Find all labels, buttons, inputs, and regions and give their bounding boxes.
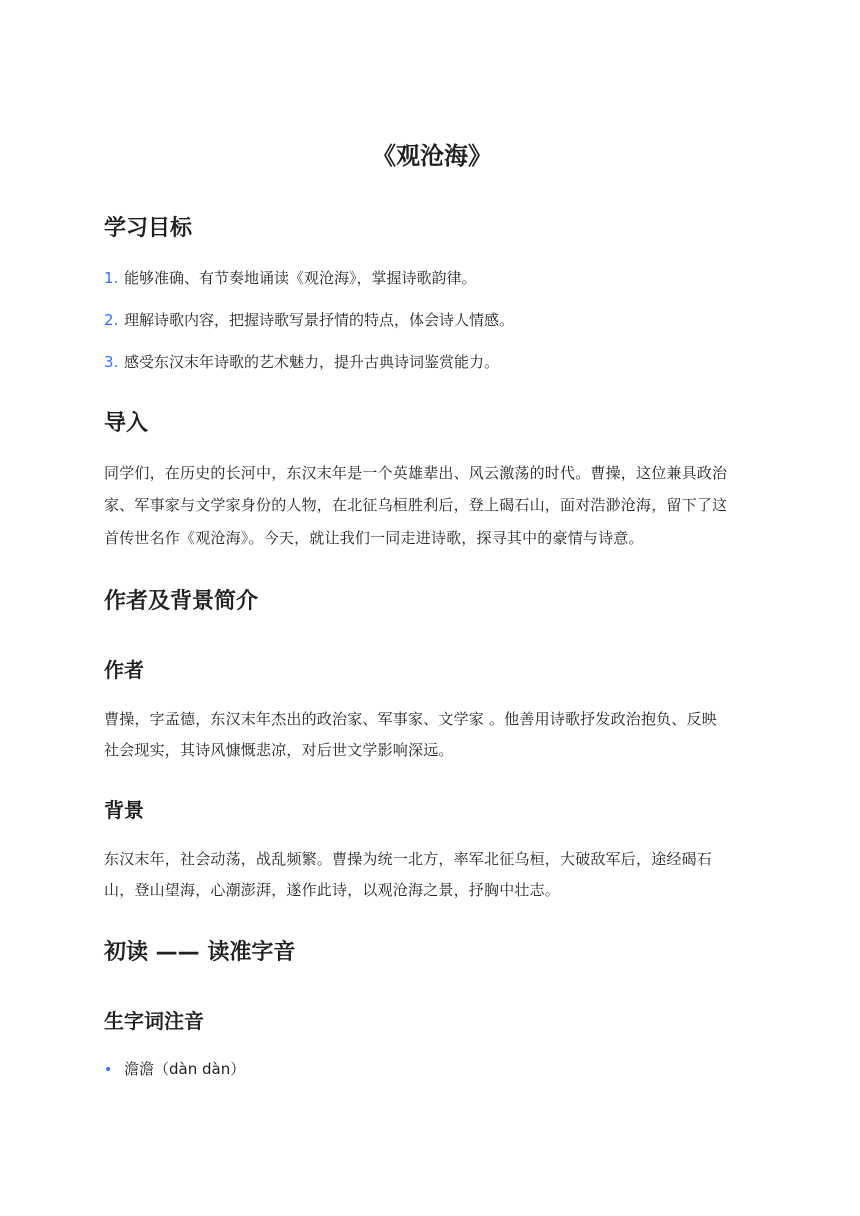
list-number: 3. xyxy=(104,353,119,371)
heading-goals: 学习目标 xyxy=(104,216,193,241)
document-title: 《观沧海》 xyxy=(372,142,492,170)
goal-item xyxy=(104,266,760,290)
goal-text: 感受东汉末年诗歌的艺术魅力，提升古典诗词鉴赏能力。 xyxy=(124,353,500,371)
heading-author-background: 作者及背景简介 xyxy=(104,589,259,614)
background-paragraph-line: 山，登山望海，心潮澎湃，遂作此诗，以观沧海之景，抒胸中壮志。 xyxy=(104,881,561,899)
goal-item xyxy=(104,350,760,374)
author-paragraph-line: 曹操，字孟德，东汉末年杰出的政治家、军事家、文学家 。他善用诗歌抒发政治抱负、反映 xyxy=(104,710,717,728)
heading-background: 背景 xyxy=(104,798,144,822)
heading-author: 作者 xyxy=(104,658,144,682)
heading-intro: 导入 xyxy=(104,411,149,436)
author-paragraph-line: 社会现实，其诗风慷慨悲凉，对后世文学影响深远。 xyxy=(104,741,454,759)
goal-text: 能够准确、有节奏地诵读《观沧海》，掌握诗歌韵律。 xyxy=(124,269,477,287)
bullet-icon: • xyxy=(104,1062,113,1078)
goal-text: 理解诗歌内容，把握诗歌写景抒情的特点，体会诗人情感。 xyxy=(124,311,515,329)
heading-new-words: 生字词注音 xyxy=(104,1009,204,1033)
intro-paragraph-line: 同学们，在历史的长河中，东汉末年是一个英雄辈出、风云激荡的时代。曹操，这位兼具政治 xyxy=(104,464,728,482)
intro-paragraph-line: 家、军事家与文学家身份的人物，在北征乌桓胜利后，登上碣石山，面对浩渺沧海，留下了这 xyxy=(104,496,728,514)
heading-first-read: 初读 —— 读准字音 xyxy=(104,940,296,965)
word-pinyin: 澹澹（dàn dàn） xyxy=(124,1060,246,1078)
background-paragraph-line: 东汉末年，社会动荡，战乱频繁。曹操为统一北方，率军北征乌桓，大破敌军后，途经碣石 xyxy=(104,850,713,868)
goal-item xyxy=(104,308,760,332)
list-number: 1. xyxy=(104,269,119,287)
intro-paragraph-line: 首传世名作《观沧海》。今天，就让我们一同走进诗歌，探寻其中的豪情与诗意。 xyxy=(104,529,644,547)
list-item xyxy=(104,1057,760,1082)
list-number: 2. xyxy=(104,311,119,329)
